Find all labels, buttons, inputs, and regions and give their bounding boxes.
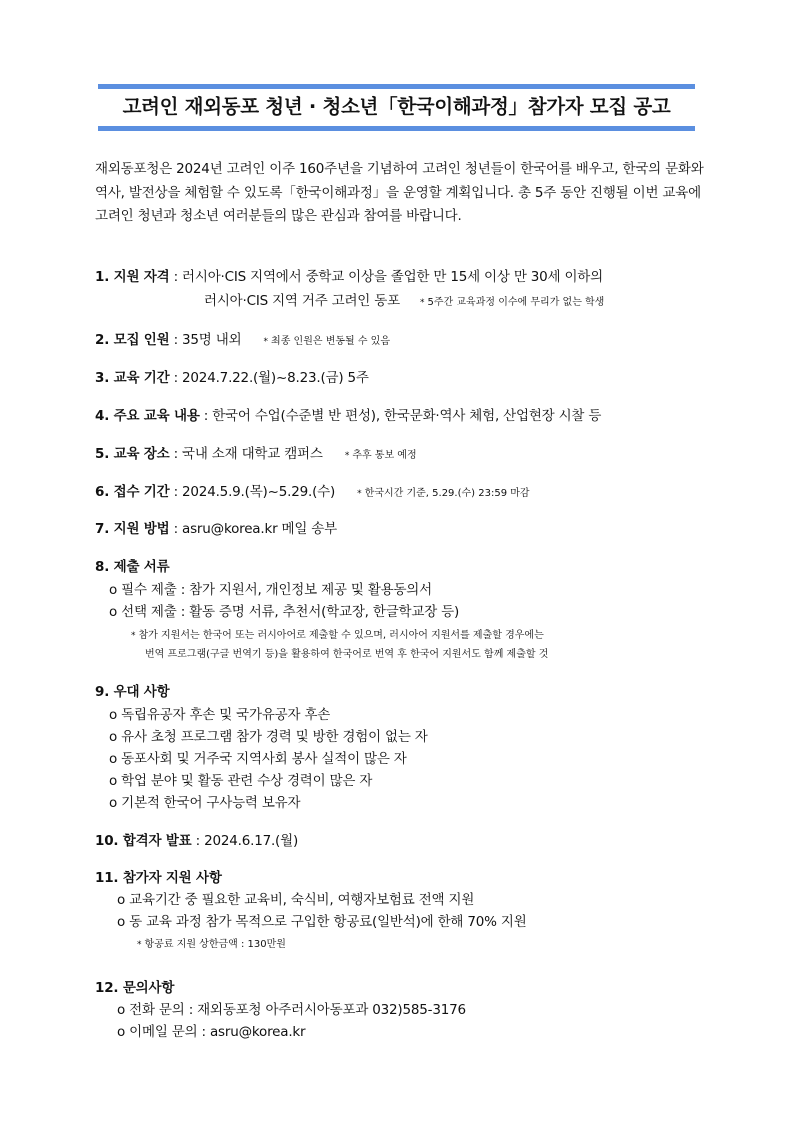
list-item: o 이메일 문의 : asru@korea.kr <box>117 1024 306 1040</box>
section-preferences: 9. 우대 사항 <box>95 684 170 700</box>
documents-note-2: 번역 프로그램(구글 번역기 등)을 활용하여 한국어로 번역 후 한국어 지원서도 함께 제출할 것 <box>145 649 549 660</box>
section-support: 11. 참가자 지원 사항 <box>95 870 222 886</box>
section-text: 러시아·CIS 지역에서 중학교 이상을 졸업한 만 15세 이상 만 30세 이하의 <box>182 269 603 285</box>
section-location: 5. 교육 장소 : 국내 소재 대학교 캠퍼스 * 추후 통보 예정 <box>95 446 417 462</box>
support-note: * 항공료 지원 상한금액 : 130만원 <box>137 939 286 950</box>
recruitment-note: 최종 인원은 변동될 수 있음 <box>271 336 391 347</box>
section-application-period: 6. 접수 기간 : 2024.5.9.(목)~5.29.(수) * 한국시간 기준, 5.29.(수) 23:59 마감 <box>95 484 530 500</box>
list-item: o 동포사회 및 거주국 지역사회 봉사 실적이 많은 자 <box>109 751 407 767</box>
section-inquiries: 12. 문의사항 <box>95 980 175 996</box>
list-item: o 기본적 한국어 구사능력 보유자 <box>109 795 301 811</box>
list-item: o 필수 제출 : 참가 지원서, 개인정보 제공 및 활용동의서 <box>109 582 432 598</box>
list-item: o 전화 문의 : 재외동포청 아주러시아동포과 032)585-3176 <box>117 1002 466 1018</box>
title-bottom-rule <box>98 126 695 131</box>
eligibility-line-2: 러시아·CIS 지역 거주 고려인 동포 * 5주간 교육과정 이수에 무리가 없는 학생 <box>204 293 605 309</box>
eligibility-note: 5주간 교육과정 이수에 무리가 없는 학생 <box>427 297 605 308</box>
section-announcement: 10. 합격자 발표 : 2024.6.17.(월) <box>95 833 299 849</box>
list-item: o 유사 초청 프로그램 참가 경력 및 방한 경험이 없는 자 <box>109 729 428 745</box>
section-documents: 8. 제출 서류 <box>95 559 170 575</box>
section-period: 3. 교육 기간 : 2024.7.22.(월)~8.23.(금) 5주 <box>95 370 369 386</box>
intro-paragraph: 재외동포청은 2024년 고려인 이주 160주년을 기념하여 고려인 청년들이 한국어를 배우고, 한국의 문화와 역사, 발전상을 체험할 수 있도록「한국이해과정」을 운영할 계획입니다. 총 5주 동안 진행될 이번 교육에 고려인 청년과 청소년 여러분들의 많은 관심과 참여를 바랍니다. <box>95 161 704 224</box>
section-eligibility: 1. 지원 자격 : 러시아·CIS 지역에서 중학교 이상을 졸업한 만 15세 이상 만 30세 이하의 <box>95 269 603 285</box>
section-recruitment: 2. 모집 인원 : 35명 내외 * 최종 인원은 변동될 수 있음 <box>95 332 391 348</box>
documents-note-1: * 참가 지원서는 한국어 또는 러시아어로 제출할 수 있으며, 러시아어 지원서를 제출할 경우에는 <box>131 630 544 641</box>
list-item: o 독립유공자 후손 및 국가유공자 후손 <box>109 707 331 723</box>
section-label: 1. 지원 자격 <box>95 269 170 285</box>
list-item: o 동 교육 과정 참가 목적으로 구입한 항공료(일반석)에 한해 70% 지원 <box>117 914 527 930</box>
list-item: o 선택 제출 : 활동 증명 서류, 추천서(학교장, 한글학교장 등) <box>109 604 460 620</box>
list-item: o 학업 분야 및 활동 관련 수상 경력이 많은 자 <box>109 773 373 789</box>
section-content: 4. 주요 교육 내용 : 한국어 수업(수준별 반 편성), 한국문화·역사 체험, 산업현장 시찰 등 <box>95 408 602 424</box>
page-title: 고려인 재외동포 청년 · 청소년「한국이해과정」참가자 모집 공고 <box>122 95 671 118</box>
section-method: 7. 지원 방법 : asru@korea.kr 메일 송부 <box>95 521 337 537</box>
title-top-rule <box>98 84 695 89</box>
list-item: o 교육기간 중 필요한 교육비, 숙식비, 여행자보험료 전액 지원 <box>117 892 475 908</box>
